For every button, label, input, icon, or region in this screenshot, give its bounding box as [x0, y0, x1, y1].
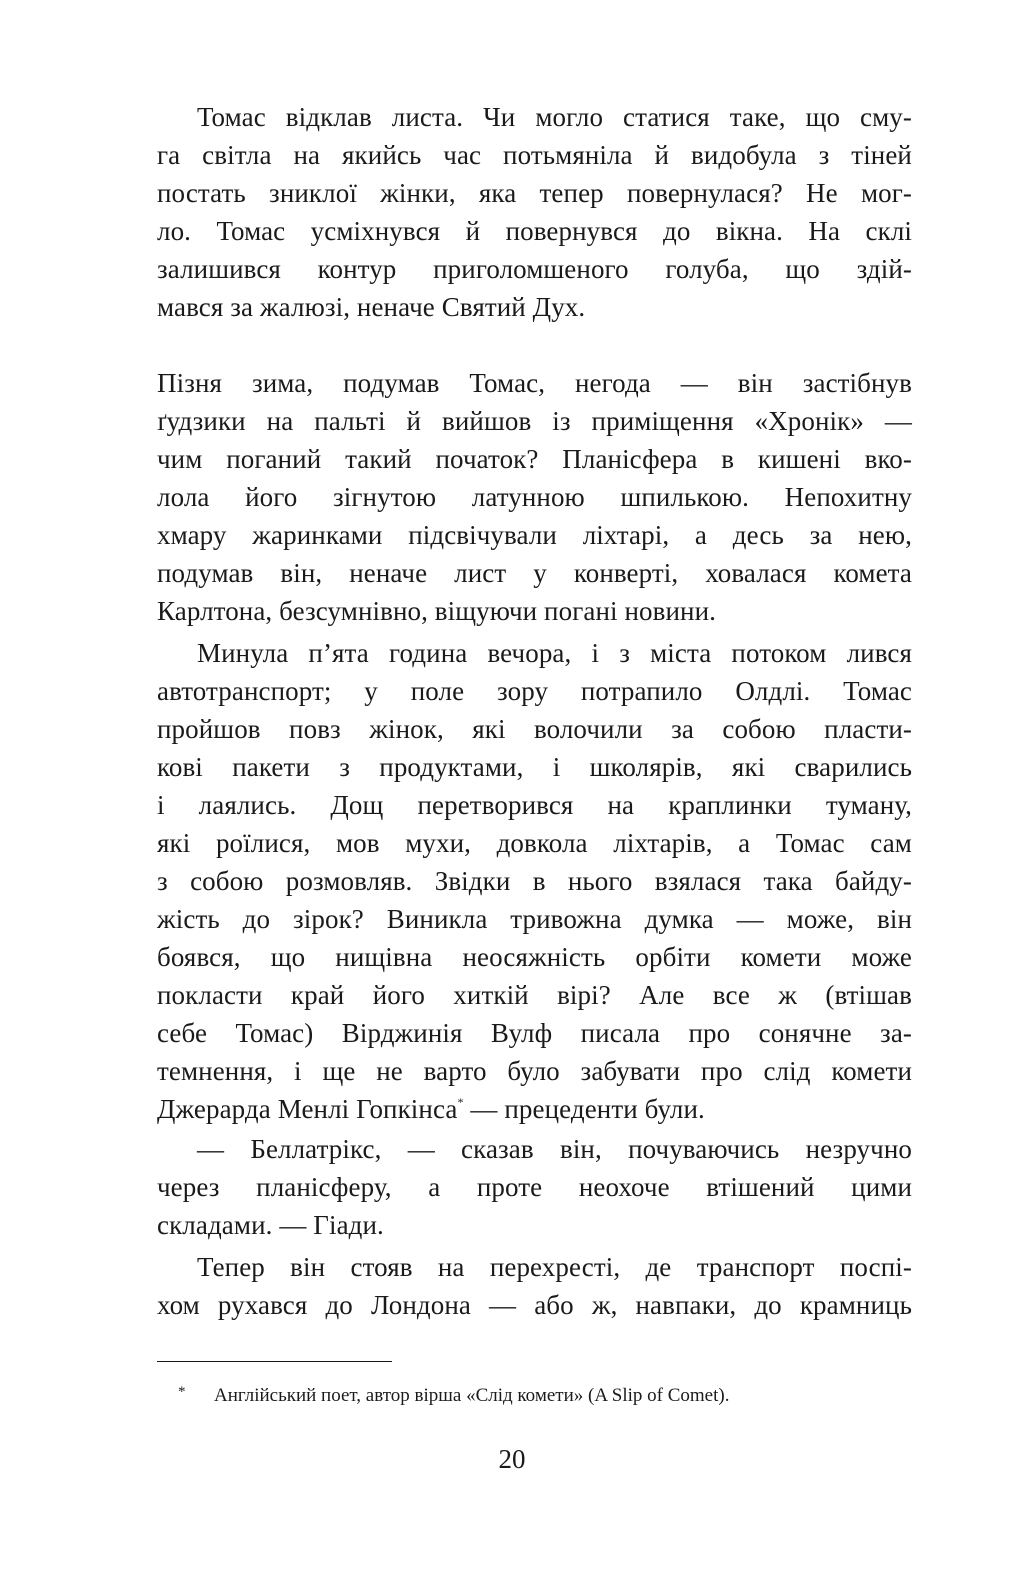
text-line: з собою розмовляв. Звідки в нього взялася така байду- — [157, 866, 912, 896]
text-line: Тепер він стояв на перехресті, де транспорт поспі- — [197, 1252, 912, 1282]
text-line: постать зниклої жінки, яка тепер повернулася? Не мог- — [157, 178, 912, 208]
text-line: хом рухався до Лондона — або ж, навпаки, до крамниць — [157, 1290, 912, 1320]
text-line: ло. Томас усміхнувся й повернувся до вікна. На склі — [157, 216, 912, 246]
text-line: залишився контур приголомшеного голуба, що здій- — [157, 254, 912, 284]
text-line: жість до зірок? Виникла тривожна думка — може, він — [157, 904, 912, 934]
text-line: покласти край його хиткій вірі? Але все ж (втішав — [157, 980, 912, 1010]
text-line: ґудзики на пальті й вийшов із приміщення «Хронік» — — [157, 406, 912, 436]
footnote — [178, 1378, 729, 1410]
text-line: темнення, і ще не варто було забувати про слід комети — [157, 1056, 912, 1086]
text-line: лола його зігнутою латунною шпилькою. Непохитну — [157, 482, 912, 512]
text-line: — Беллатрікс, — сказав він, почуваючись незручно — [197, 1134, 912, 1164]
text-line: хмару жаринками підсвічували ліхтарі, а десь за нею, — [157, 520, 912, 550]
text-line: га світла на якийсь час потьмяніла й видобула з тіней — [157, 140, 912, 170]
text-line: чим поганий такий початок? Планісфера в кишені вко- — [157, 444, 912, 474]
text-line: Минула п’ята година вечора, і з міста потоком лився — [197, 638, 912, 668]
line-suffix: — прецеденти були. — [463, 1094, 705, 1124]
text-line — [157, 1090, 912, 1128]
text-line: Карлтона, безсумнівно, віщуючи погані новини. — [157, 596, 716, 626]
footnote-anchor-text: Джерарда Менлі Гопкінса — [157, 1094, 458, 1124]
text-line: які роїлися, мов мухи, довкола ліхтарів, а Томас сам — [157, 828, 912, 858]
text-line: подумав він, неначе лист у конверті, ховалася комета — [157, 558, 912, 588]
text-line: мався за жалюзі, неначе Святий Дух. — [157, 292, 586, 322]
text-line: себе Томас) Вірджинія Вулф писала про сонячне за- — [157, 1018, 912, 1048]
page-number: 20 — [498, 1444, 526, 1474]
text-line: пройшов повз жінок, які волочили за собою пласти- — [157, 714, 912, 744]
text-line: складами. — Гіади. — [157, 1210, 384, 1240]
text-line: боявся, що нищівна неосяжність орбіти комети може — [157, 942, 912, 972]
text-line: автотранспорт; у поле зору потрапило Олдлі. Томас — [157, 676, 912, 706]
footnote-marker: * — [178, 1384, 186, 1400]
text-line: і лаялись. Дощ перетворився на краплинки туману, — [157, 790, 912, 820]
text-line: через планісферу, а проте неохоче втішений цими — [157, 1172, 912, 1202]
footnote-marker[interactable]: * — [457, 1095, 464, 1109]
footnote-text: Англійський поет, автор вірша «Слід комети» (A Slip of Comet). — [214, 1385, 730, 1406]
text-line: кові пакети з продуктами, і школярів, які сварились — [157, 752, 912, 782]
footnote-divider — [157, 1361, 392, 1362]
text-line: Томас відклав листа. Чи могло статися таке, що сму- — [197, 102, 912, 132]
text-line: Пізня зима, подумав Томас, негода — він застібнув — [157, 368, 912, 398]
